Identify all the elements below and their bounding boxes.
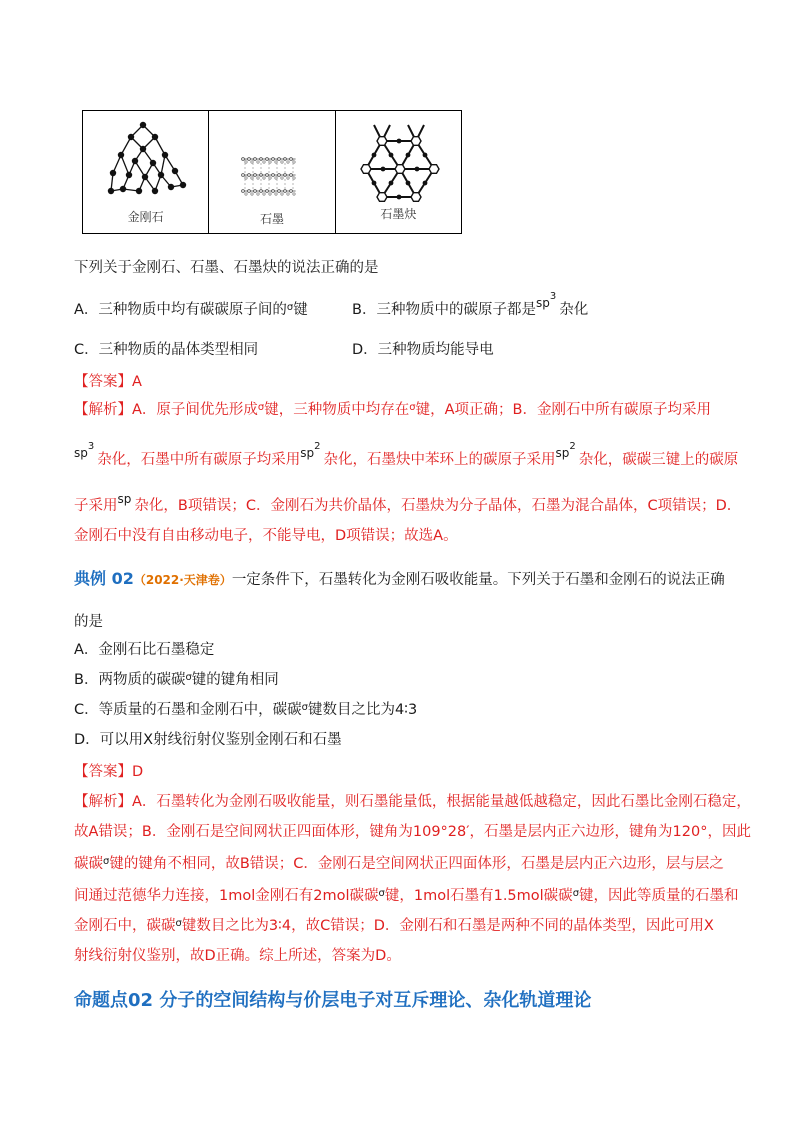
exp-text: 金刚石中，碳碳: [74, 918, 176, 934]
option-a: [74, 298, 308, 319]
atom: [422, 153, 427, 158]
atom: [108, 188, 114, 194]
sigma-symbol: σ: [572, 888, 580, 899]
diamond-caption: 金刚石: [127, 210, 164, 224]
exp-text: 杂化，石墨中所有碳原子均采用: [97, 452, 301, 468]
exp-text: 杂化，B项错误；C．金刚石为共价晶体，石墨炔为分子晶体，石墨为混合晶体，C项错误；D．: [134, 498, 742, 514]
atom: [128, 134, 134, 140]
exp-text: 键数目之比为3∶4，故C错误；D．金刚石和石墨是两种不同的晶体类型，因此可用X: [181, 918, 714, 934]
sp-notation: [535, 291, 557, 310]
atom: [281, 193, 283, 195]
atom: [266, 158, 269, 161]
atom: [405, 153, 410, 158]
explanation-1-line-4: 金刚石中没有自由移动电子，不能导电，D项错误；故选A。: [74, 528, 458, 544]
atom: [245, 161, 247, 163]
sp-label: sp: [555, 446, 570, 460]
option-text: 键的键角相同: [191, 672, 279, 688]
sp-notation: [300, 441, 321, 460]
benzene-ring: [411, 193, 421, 202]
atom: [272, 174, 275, 177]
exp-text: 间通过范德华力连接，1mol金刚石有2mol碳碳: [74, 888, 379, 904]
atom: [162, 152, 168, 158]
atom: [275, 193, 277, 195]
atom: [152, 188, 158, 194]
atom: [293, 161, 295, 163]
atom: [152, 134, 158, 140]
atom: [150, 160, 156, 166]
graphyne-structure-image: [336, 111, 466, 211]
atom: [405, 181, 410, 186]
atom: [132, 158, 138, 164]
atom: [254, 190, 257, 193]
atom: [180, 182, 186, 188]
atom: [251, 177, 253, 179]
atom: [242, 174, 245, 177]
explanation-2-line-3: [74, 852, 724, 873]
benzene-ring: [377, 193, 387, 202]
explanation-2-line-1: 【解析】A．石墨转化为金刚石吸收能量，则石墨能量低，根据能量越低越稳定，因此石墨比金刚石稳定，: [74, 794, 751, 810]
question2-stem-line-1: [74, 566, 725, 589]
sp-label: sp: [117, 492, 132, 506]
atom: [396, 195, 401, 200]
sp-superscript: 2: [314, 441, 321, 452]
benzene-ring: [361, 165, 371, 174]
option-a-text: A．三种物质中均有碳碳原子间的: [74, 302, 287, 318]
q2-option-a: A．金刚石比石墨稳定: [74, 642, 215, 658]
option-a-tail: 键: [293, 302, 308, 318]
sigma-symbol: σ: [286, 302, 294, 313]
structure-figure: [82, 110, 462, 234]
sigma-symbol: σ: [185, 672, 192, 683]
atom: [254, 174, 257, 177]
atom: [293, 177, 295, 179]
atom: [388, 153, 393, 158]
atom: [251, 193, 253, 195]
explanation-1-line-3: [74, 494, 741, 515]
atom: [266, 174, 269, 177]
option-text: 键数目之比为4∶3: [307, 702, 418, 718]
atom: [257, 193, 259, 195]
atom: [281, 177, 283, 179]
atom: [269, 177, 271, 179]
exp-text: 键，1mol石墨有1.5mol碳碳: [384, 888, 573, 904]
atom: [380, 167, 385, 172]
atom: [275, 177, 277, 179]
example-title: 典例 02: [74, 569, 134, 588]
q2-option-d: D．可以用X射线衍射仪鉴别金刚石和石墨: [74, 732, 342, 748]
graphyne-cell: [336, 111, 461, 233]
option-b-text: B．三种物质中的碳原子都是: [352, 302, 536, 318]
atom: [248, 174, 251, 177]
atom: [242, 158, 245, 161]
sp-superscript: 3: [87, 441, 95, 452]
option-text: B．两物质的碳碳: [74, 672, 186, 688]
graphite-caption: 石墨: [259, 212, 284, 226]
atom: [263, 193, 265, 195]
sp-notation: [74, 441, 95, 460]
option-b-tail: 杂化: [559, 302, 589, 318]
exp-text: 键的键角不相同，故B错误；C．金刚石是空间网状正四面体形，石墨是层内正六边形，层与层之: [109, 856, 724, 872]
answer-2: 【答案】D: [74, 764, 144, 780]
sp-notation: [555, 441, 576, 460]
atom: [275, 161, 277, 163]
graphyne-caption: 石墨炔: [380, 207, 417, 221]
exp-text: 杂化，石墨炔中苯环上的碳原子采用: [323, 452, 556, 468]
sigma-symbol: σ: [103, 856, 110, 867]
atom: [254, 158, 257, 161]
atom: [272, 158, 275, 161]
graphite-structure-image: [209, 111, 327, 211]
exp-text: 【解析】A．原子间优先形成: [74, 402, 258, 418]
q2-option-c: [74, 698, 417, 719]
benzene-ring: [395, 165, 405, 174]
example-source: （2022·天津卷）: [133, 573, 232, 587]
atom: [266, 190, 269, 193]
atom: [414, 167, 419, 172]
atom: [172, 168, 178, 174]
exp-text: 碳碳: [74, 856, 103, 872]
atom: [257, 177, 259, 179]
atom: [158, 172, 164, 178]
atom: [281, 161, 283, 163]
sigma-symbol: σ: [175, 918, 182, 929]
exp-text: 键，因此等质量的石墨和: [579, 888, 739, 904]
atom: [371, 153, 376, 158]
sigma-symbol: σ: [378, 888, 385, 899]
atom: [142, 174, 148, 180]
question2-stem-line-2: 的是: [74, 614, 103, 630]
exp-text: 杂化，碳碳三键上的碳原: [578, 452, 739, 468]
atom: [251, 161, 253, 163]
atom: [245, 177, 247, 179]
atom: [287, 161, 289, 163]
explanation-1-line-1: [74, 398, 711, 419]
sp-superscript: 3: [549, 291, 557, 302]
atom: [396, 139, 401, 144]
graphite-cell: [209, 111, 335, 233]
sigma-symbol: σ: [301, 702, 308, 713]
explanation-2-line-5: [74, 914, 714, 935]
atom: [293, 193, 295, 195]
atom: [290, 158, 293, 161]
explanation-2-line-6: 射线衍射仪鉴别，故D正确。综上所述，答案为D。: [74, 948, 401, 964]
atom: [120, 186, 126, 192]
atom: [242, 190, 245, 193]
sp-superscript: 2: [569, 441, 576, 452]
atom: [263, 161, 265, 163]
atom: [140, 122, 146, 128]
sp-label: sp: [535, 296, 550, 310]
atom: [248, 190, 251, 193]
atom: [118, 152, 124, 158]
sigma-symbol: σ: [409, 402, 416, 413]
atom: [290, 190, 293, 193]
atom: [126, 172, 132, 178]
diamond-cell: [83, 111, 209, 233]
atom: [136, 188, 142, 194]
bond-line: [121, 155, 129, 175]
explanation-2-line-4: [74, 884, 739, 905]
answer-1: 【答案】A: [74, 374, 142, 390]
benzene-ring: [411, 137, 421, 146]
question1-stem: 下列关于金刚石、石墨、石墨炔的说法正确的是: [74, 260, 379, 276]
atom: [110, 170, 116, 176]
section-heading: 命题点02 分子的空间结构与价层电子对互斥理论、杂化轨道理论: [74, 990, 592, 1011]
atom: [278, 190, 281, 193]
explanation-2-line-2: 故A错误；B．金刚石是空间网状正四面体形，键角为109°28′，石墨是层内正六边形，键角为120°，因此: [74, 824, 751, 840]
exp-text: 子采用: [74, 498, 118, 514]
exp-text: 键，A项正确；B．金刚石中所有碳原子均采用: [415, 402, 711, 418]
atom: [245, 193, 247, 195]
atom: [388, 181, 393, 186]
atom: [269, 161, 271, 163]
sp-label: sp: [300, 446, 315, 460]
sigma-symbol: σ: [257, 402, 265, 413]
option-b: [352, 291, 589, 319]
exp-text: 键，三种物质中均存在: [264, 402, 410, 418]
option-d: D．三种物质均能导电: [352, 342, 494, 358]
atom: [168, 184, 174, 190]
atom: [248, 158, 251, 161]
atom: [422, 181, 427, 186]
atom: [263, 177, 265, 179]
benzene-ring: [377, 137, 387, 146]
atom: [290, 174, 293, 177]
atom: [371, 181, 376, 186]
benzene-ring: [429, 165, 439, 174]
stem-text: 一定条件下，石墨转化为金刚石吸收能量。下列关于石墨和金刚石的说法正确: [231, 572, 725, 588]
atom: [272, 190, 275, 193]
explanation-1-line-2: [74, 441, 739, 469]
atom: [278, 174, 281, 177]
atom: [257, 161, 259, 163]
atom: [287, 177, 289, 179]
q2-option-b: [74, 668, 279, 689]
atom: [140, 146, 146, 152]
option-c: C．三种物质的晶体类型相同: [74, 342, 259, 358]
sp-label: sp: [74, 446, 88, 460]
atom: [269, 193, 271, 195]
diamond-structure-image: [83, 111, 201, 211]
atom: [278, 158, 281, 161]
option-text: C．等质量的石墨和金刚石中，碳碳: [74, 702, 302, 718]
atom: [287, 193, 289, 195]
